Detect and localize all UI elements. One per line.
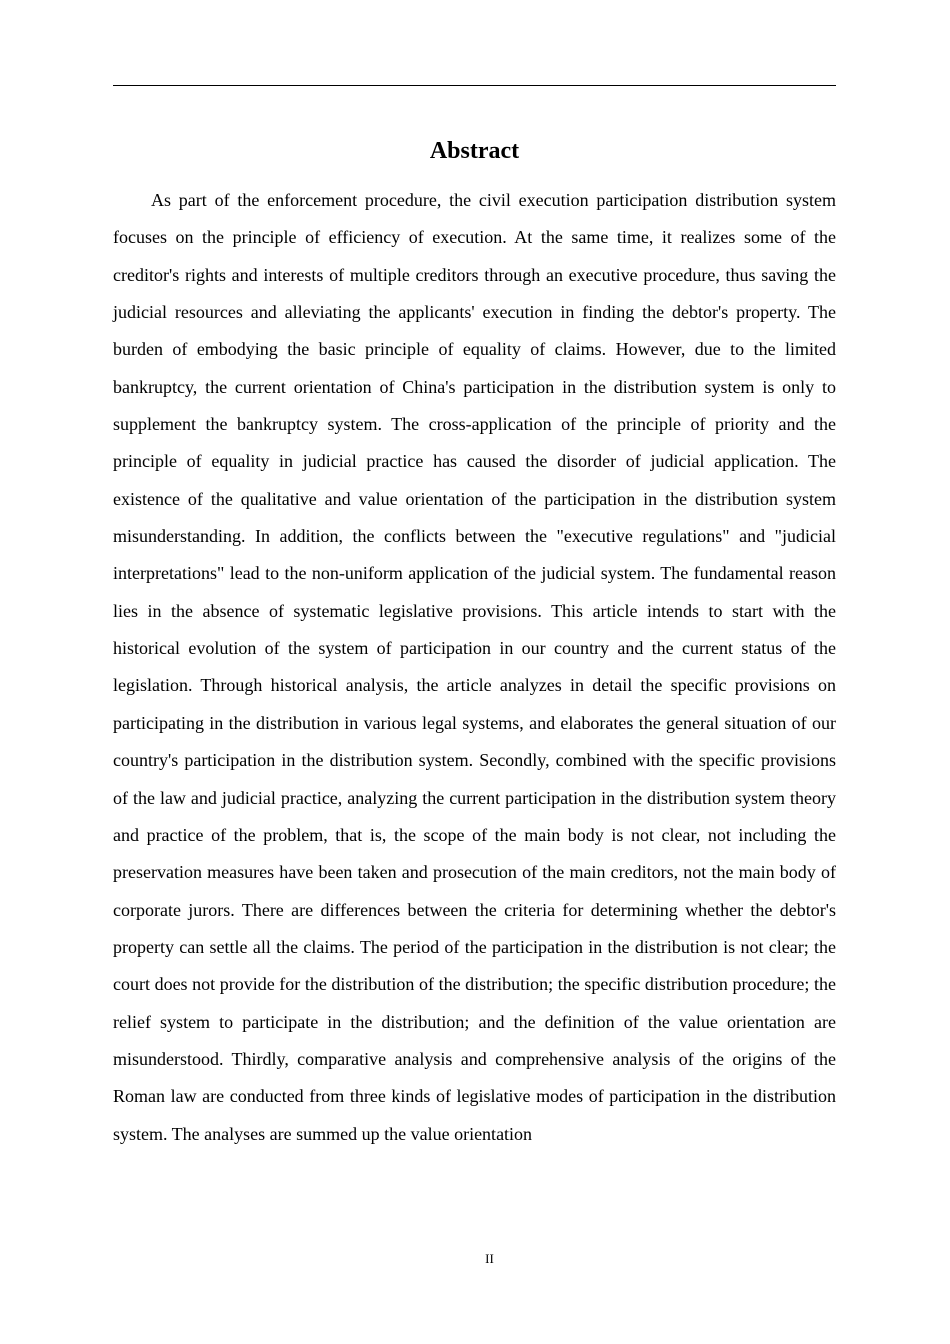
abstract-paragraph: As part of the enforcement procedure, the civil execution participation distribution system focuses on the principle of efficiency of execution. At the same time, it realizes some of the creditor's rights and interests of multiple creditors through an executive procedure, thus saving the judicial resources and alleviating the applicants' execution in finding the debtor's property. The burden of embodying the basic principle of equality of claims. However, due to the limited bankruptcy, the current orientation of China's participation in the distribution system is only to supplement the bankruptcy system. The cross-application of the principle of priority and the principle of equality in judicial practice has caused the disorder of judicial application. The existence of the qualitative and value orientation of the participation in the distribution system misunderstanding. In addition, the conflicts between the "executive regulations" and "judicial interpretations" lead to the non-uniform application of the judicial system. The fundamental reason lies in the absence of systematic legislative provisions. This article intends to start with the historical evolution of the system of participation in our country and the current status of the legislation. Through historical analysis, the article analyzes in detail the specific provisions on participating in the distribution in various legal systems, and elaborates the general situation of our country's participation in the distribution system. Secondly, combined with the specific provisions of the law and judicial practice, analyzing the current participation in the distribution system theory and practice of the problem, that is, the scope of the main body is not clear, not including the preservation measures have been taken and prosecution of the main creditors, not the main body of corporate jurors. There are differences between the criteria for determining whether the debtor's property can settle all the claims. The period of the participation in the distribution is not clear; the court does not provide for the distribution of the distribution; the specific distribution procedure; the relief system to participate in the distribution; and the definition of the value orientation are misunderstood. Thirdly, comparative analysis and comprehensive analysis of the origins of the Roman law are conducted from three kinds of legislative modes of participation in the distribution system. The analyses are summed up the value orientation <box>113 190 836 1144</box>
page-title: Abstract <box>429 138 520 164</box>
header-rule <box>113 85 836 86</box>
page-number: II <box>485 1251 494 1266</box>
